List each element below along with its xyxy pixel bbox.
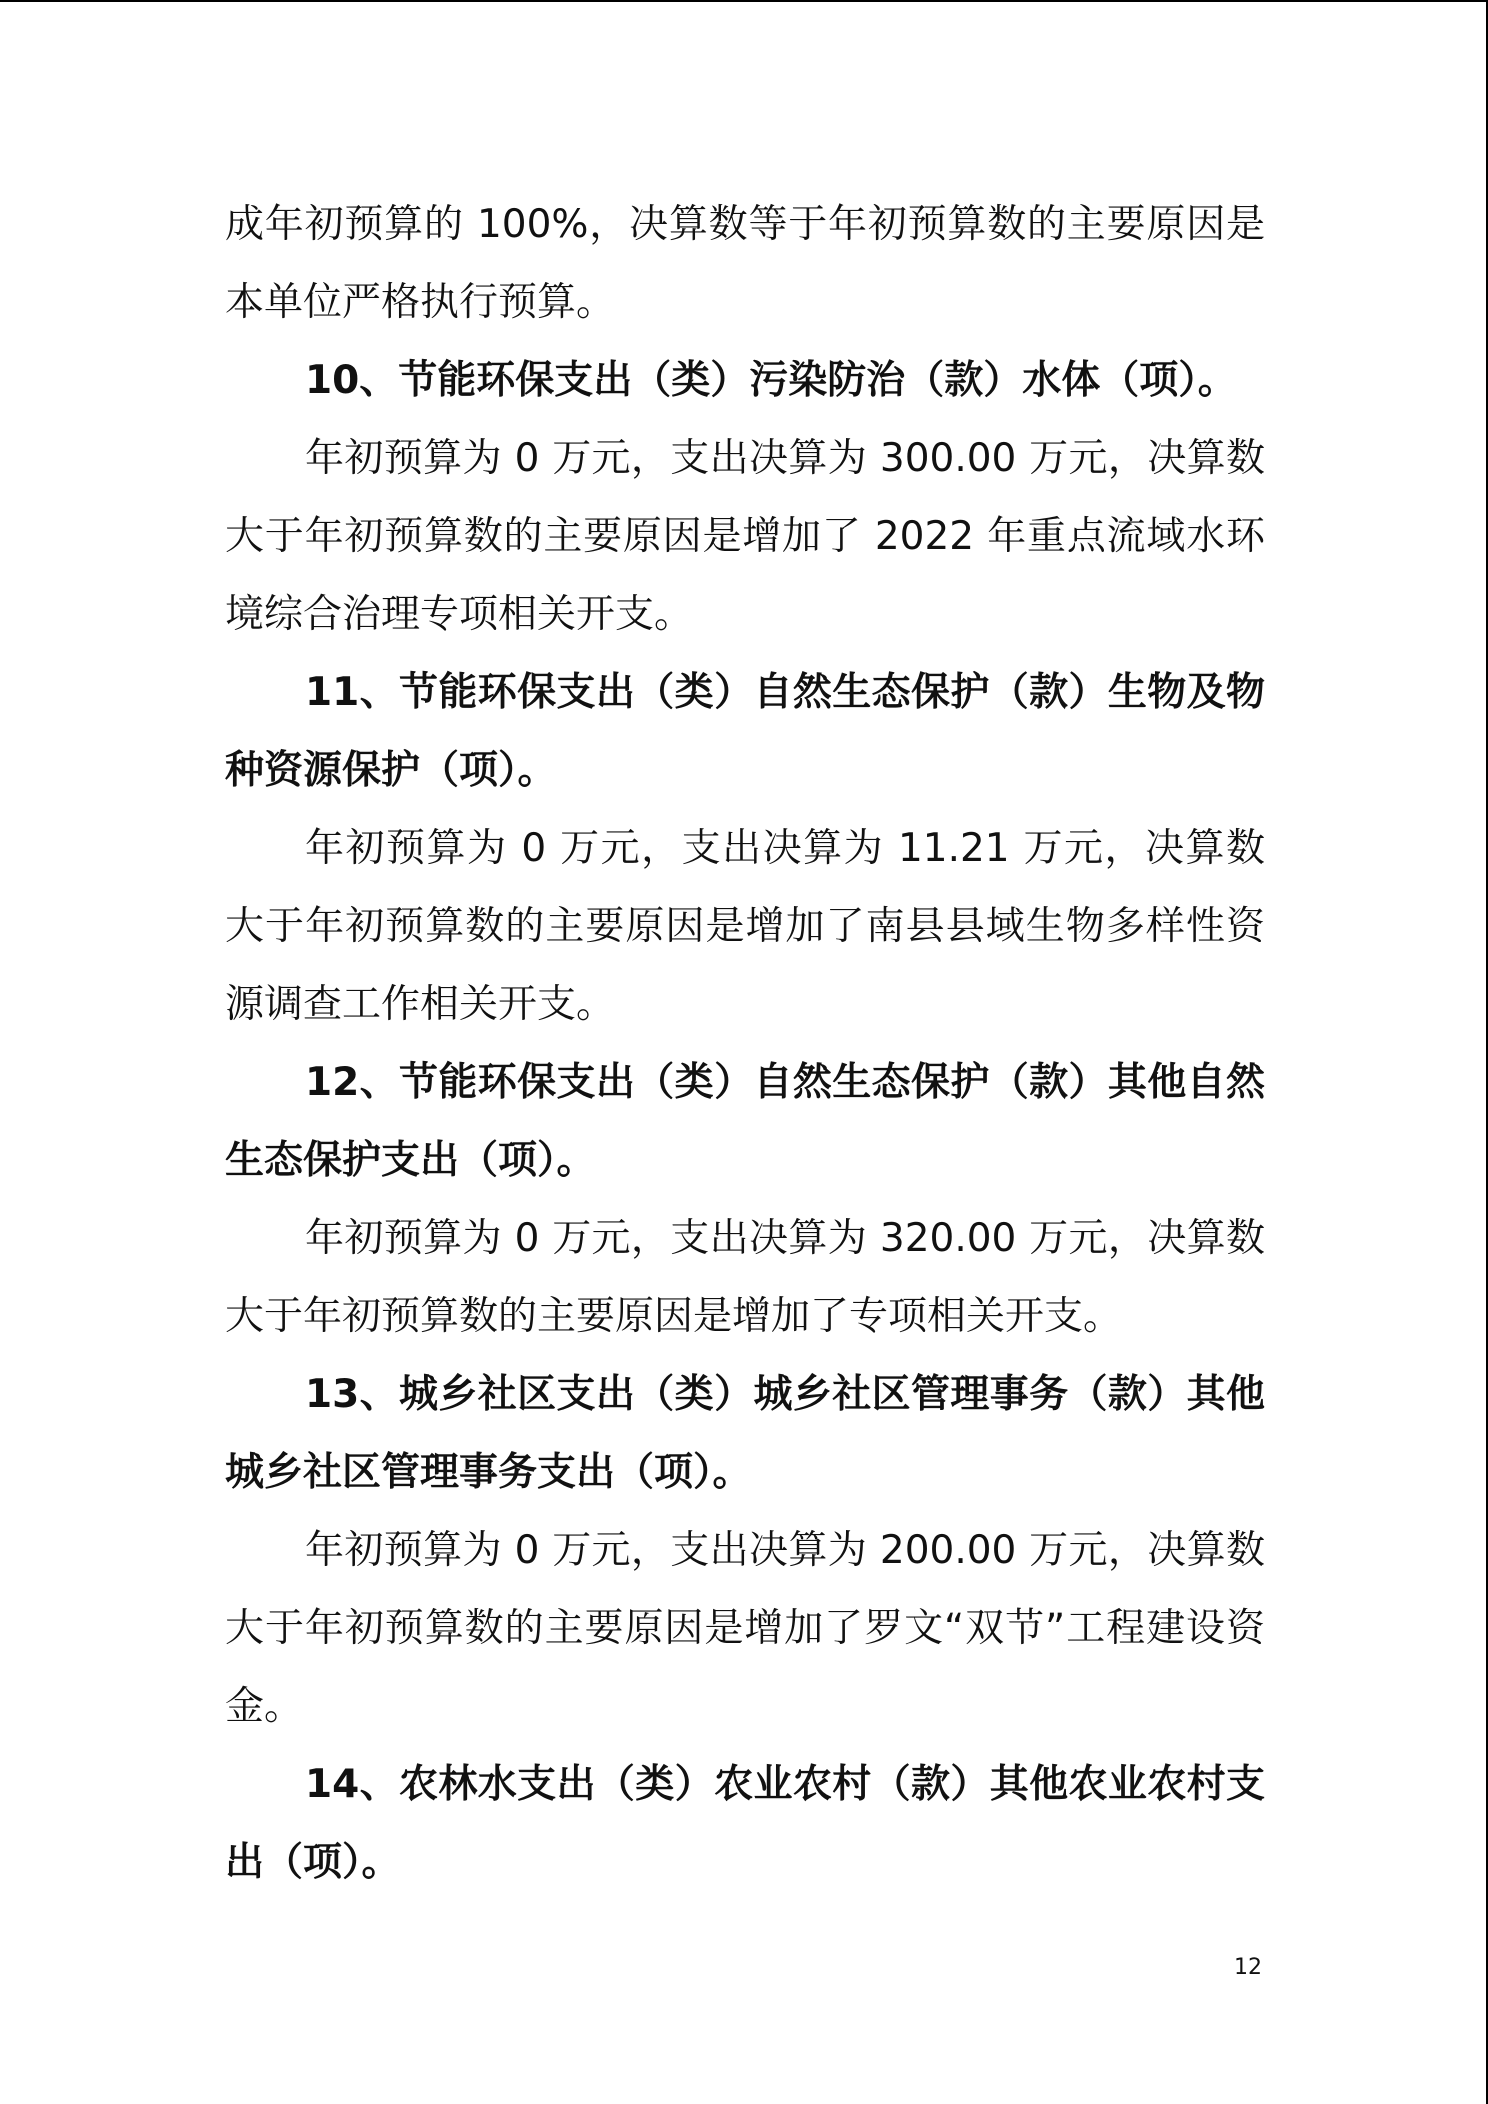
heading-13-community-affairs: 13、城乡社区支出（类）城乡社区管理事务（款）其他城乡社区管理事务支出（项）。	[225, 1372, 1265, 1495]
body-paragraph-budget-completion: 成年初预算的 100%，决算数等于年初预算数的主要原因是本单位严格执行预算。	[225, 202, 1265, 325]
body-paragraph-10: 年初预算为 0 万元，支出决算为 300.00 万元，决算数大于年初预算数的主要原因是增加了 2022 年重点流域水环境综合治理专项相关开支。	[225, 436, 1265, 637]
heading-10-water-pollution: 10、节能环保支出（类）污染防治（款）水体（项）。	[305, 358, 1237, 403]
body-paragraph-12: 年初预算为 0 万元，支出决算为 320.00 万元，决算数大于年初预算数的主要原因是增加了专项相关开支。	[225, 1216, 1265, 1339]
body-paragraph-11: 年初预算为 0 万元，支出决算为 11.21 万元，决算数大于年初预算数的主要原因是增加了南县县域生物多样性资源调查工作相关开支。	[225, 826, 1265, 1027]
heading-11-species-protection: 11、节能环保支出（类）自然生态保护（款）生物及物种资源保护（项）。	[225, 670, 1265, 793]
page-number: 12	[1234, 1955, 1262, 1980]
heading-12-other-ecology: 12、节能环保支出（类）自然生态保护（款）其他自然生态保护支出（项）。	[225, 1060, 1265, 1183]
heading-14-agriculture: 14、农林水支出（类）农业农村（款）其他农业农村支出（项）。	[225, 1762, 1265, 1885]
body-paragraph-13: 年初预算为 0 万元，支出决算为 200.00 万元，决算数大于年初预算数的主要原因是增加了罗文“双节”工程建设资金。	[225, 1528, 1265, 1729]
document-body	[225, 186, 1265, 1902]
page-top-border	[0, 0, 1488, 2]
